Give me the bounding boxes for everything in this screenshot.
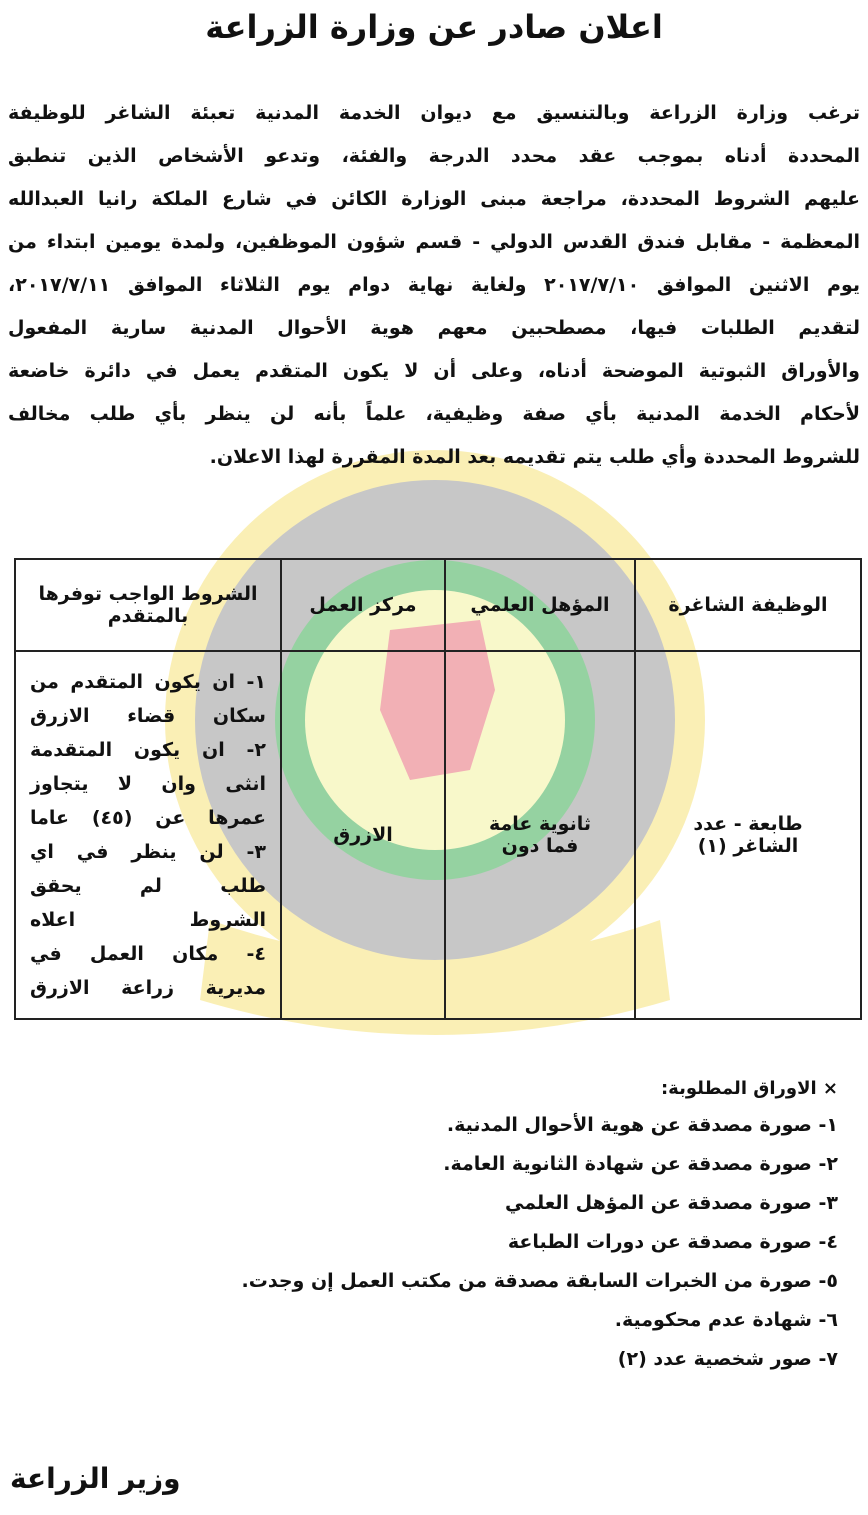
table-row (15, 651, 861, 1019)
paragraph-line: لأحكام الخدمة المدنية بأي صفة وظيفية، علماً بأنه لن ينظر بأي طلب مخالف (8, 403, 860, 425)
condition-line: ٢- ان يكون المتقدمة (30, 739, 266, 761)
header-job: الوظيفة الشاغرة (635, 559, 861, 651)
list-item: ٢- صورة مصدقة عن شهادة الثانوية العامة. (443, 1153, 838, 1175)
condition-line: ٣- لن ينظر في اي (30, 841, 266, 863)
paragraph-line: عليهم الشروط المحددة، مراجعة مبنى الوزارة الكائن في شارع الملكة رانيا العبدالله (8, 188, 860, 210)
paragraph-line: لتقديم الطلبات فيها، مصطحبين معهم هوية الأحوال المدنية سارية المفعول (8, 317, 860, 339)
cell-location: الازرق (281, 651, 445, 1019)
cell-job: طابعة - عدد الشاغر (١) (635, 651, 861, 1019)
condition-line: سكان قضاء الازرق (30, 705, 266, 727)
condition-line: طلب لم يحقق (30, 875, 266, 897)
page-title: اعلان صادر عن وزارة الزراعة (205, 8, 663, 46)
documents-title: × الاوراق المطلوبة: (660, 1078, 838, 1099)
header-location: مركز العمل (281, 559, 445, 651)
announcement-paragraph (8, 92, 860, 479)
list-item: ١- صورة مصدقة عن هوية الأحوال المدنية. (446, 1114, 838, 1136)
required-documents (38, 1072, 838, 1379)
paragraph-line: المعظمة - مقابل فندق القدس الدولي - قسم شؤون الموظفين، ولمدة يومين ابتداء من (8, 231, 860, 253)
condition-line: انثى وان لا يتجاوز (30, 773, 266, 795)
table-header-row (15, 559, 861, 651)
paragraph-line: والأوراق الثبوتية الموضحة أدناه، وعلى أن لا يكون المتقدم يعمل في دائرة خاضعة (8, 360, 860, 382)
list-item: ٦- شهادة عدم محكومية. (614, 1309, 838, 1331)
signature: وزير الزراعة (10, 1462, 181, 1495)
header-qualification: المؤهل العلمي (445, 559, 635, 651)
paragraph-line: المحددة أدناه بموجب عقد محدد الدرجة والفئة، وتدعو الأشخاص الذين تنطبق (8, 145, 860, 167)
paragraph-line: يوم الاثنين الموافق ٢٠١٧/٧/١٠ ولغاية نهاية دوام يوم الثلاثاء الموافق ٢٠١٧/٧/١١، (8, 274, 860, 296)
cell-qualification: ثانوية عامة فما دون (445, 651, 635, 1019)
condition-line: ٤- مكان العمل في (30, 943, 266, 965)
list-item: ٤- صورة مصدقة عن دورات الطباعة (507, 1231, 838, 1253)
header-conditions: الشروط الواجب توفرها بالمتقدم (15, 559, 281, 651)
paragraph-line: للشروط المحددة وأي طلب يتم تقديمه بعد المدة المقررة لهذا الاعلان. (209, 446, 860, 468)
vacancy-table (14, 558, 862, 1020)
list-item: ٥- صورة من الخبرات السابقة مصدقة من مكتب العمل إن وجدت. (241, 1270, 838, 1292)
condition-line: عمرها عن (٤٥) عاما (30, 807, 266, 829)
list-item: ٧- صور شخصية عدد (٢) (617, 1348, 838, 1370)
list-item: ٣- صورة مصدقة عن المؤهل العلمي (504, 1192, 838, 1214)
paragraph-line: ترغب وزارة الزراعة وبالتنسيق مع ديوان الخدمة المدنية تعبئة الشاغر للوظيفة (8, 102, 860, 124)
condition-line: مديرية زراعة الازرق (30, 977, 266, 999)
condition-line: الشروط اعلاه (30, 909, 266, 931)
cell-conditions (15, 651, 281, 1019)
condition-line: ١- ان يكون المتقدم من (30, 671, 266, 693)
